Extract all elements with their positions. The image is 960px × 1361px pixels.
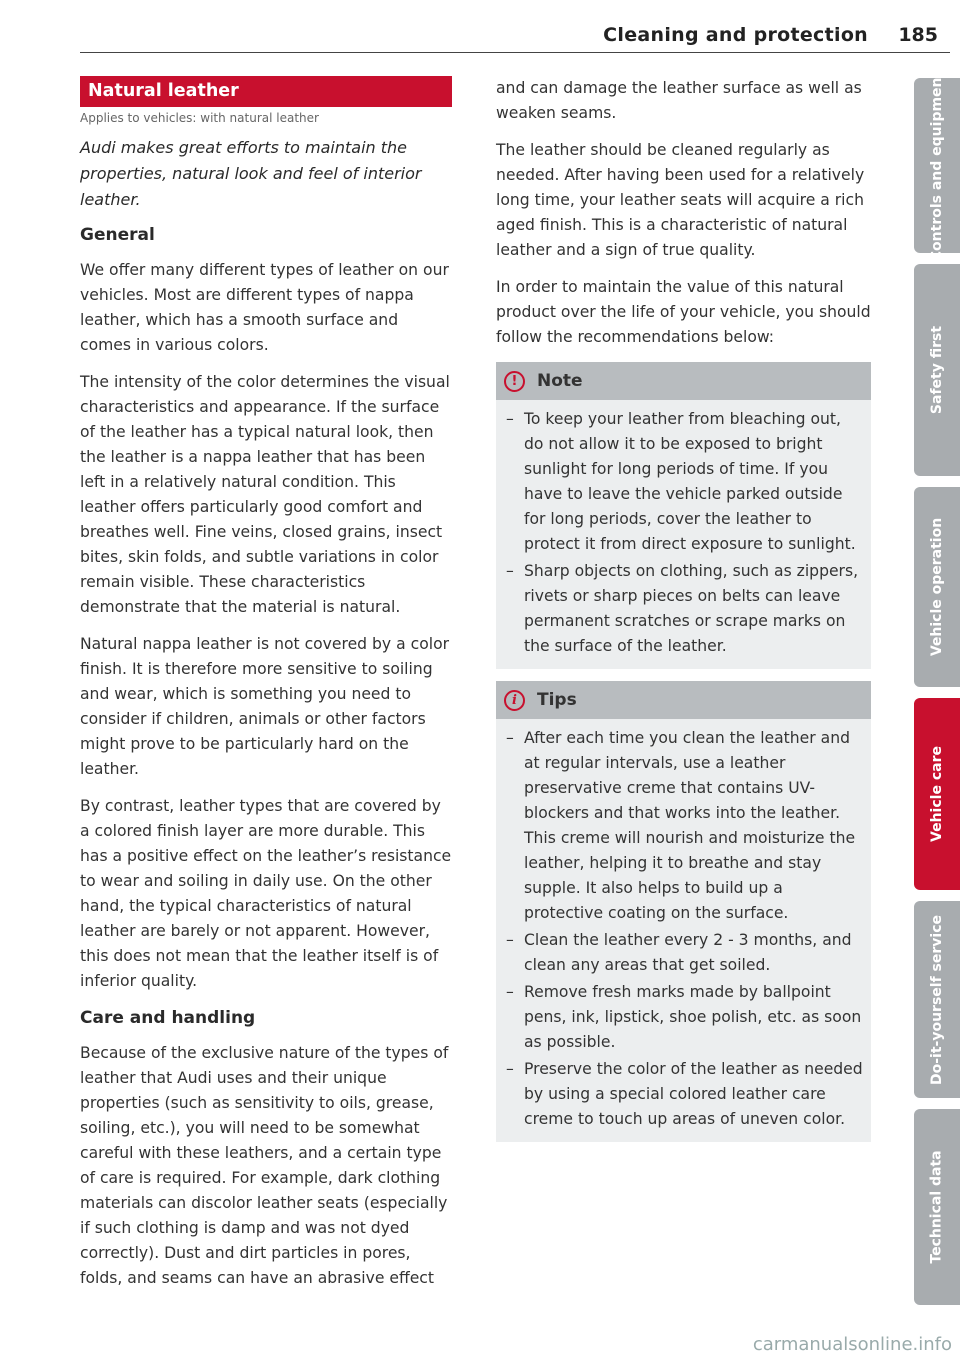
tab-label: Controls and equipment [929, 70, 945, 261]
tab-label: Vehicle care [929, 746, 946, 842]
right-column [496, 76, 871, 1154]
header-rule [80, 52, 950, 53]
care-paragraph-1: Because of the exclusive nature of the types of leather that Audi uses and their unique properties (such as sensitivity to oils, grease, soiling, etc.), you will need to be somewhat careful with these leathers, and a certain type of care is required. For example, dark clothing materials can discolor leather seats (especially if such clothing is damp and was not dyed correctly). Dust and dirt particles in pores, folds, and seams can have an abrasive effect [80, 1044, 449, 1287]
tab-technical-data[interactable] [914, 1109, 960, 1305]
tab-label: Safety first [929, 325, 945, 415]
tab-safety-first[interactable] [914, 264, 960, 476]
tab-label: Vehicle operation [929, 517, 946, 657]
tab-label: Technical data [929, 1150, 945, 1264]
note-list [496, 400, 871, 667]
general-paragraph-2: The intensity of the color determines the visual characteristics and appearance. If the surface of the leather has a typical natural look, then the leather is a nappa leather that has been left in a relatively natural condition. This leather offers particularly good comfort and breathes well. Fine veins, closed grains, insect bites, skin folds, and subtle variations in color remain visible. These characteristics demonstrate that the material is natural. [80, 373, 450, 616]
left-column [80, 76, 452, 1303]
tips-item: – After each time you clean the leather and at regular intervals, use a leather preservative creme that contains UV-blockers and that works into the leather. This creme will nourish and moisturize the leather, helping it to breathe and stay supple. It also helps to build up a protective coating on the surface. [506, 726, 863, 926]
tips-header [496, 681, 871, 719]
lead-paragraph: Audi makes great efforts to maintain the properties, natural look and feel of interior leather. [80, 138, 422, 209]
page-number: 185 [898, 24, 938, 46]
tips-item: – Preserve the color of the leather as needed by using a special colored leather care creme to touch up areas of uneven color. [506, 1057, 863, 1132]
care-heading: Care and handling [80, 1008, 256, 1028]
general-paragraph-4: By contrast, leather types that are covered by a colored finish layer are more durable. This has a positive effect on the leather’s resistance to wear and soiling in daily use. On the other hand, the typical characteristics of natural leather are barely or not apparent. However, this does not mean that the leather itself is of inferior quality. [80, 797, 452, 990]
tab-do-it-yourself-service[interactable] [914, 901, 960, 1098]
tips-item: – Remove fresh marks made by ballpoint pens, ink, lipstick, shoe polish, etc. as soon as possible. [506, 980, 863, 1055]
info-icon: i [504, 690, 525, 711]
continued-paragraph: and can damage the leather surface as well as weaken seams. [496, 79, 862, 122]
watermark: carmanualsonline.info [752, 1334, 952, 1355]
tab-vehicle-care[interactable] [914, 698, 960, 890]
note-item: – To keep your leather from bleaching out, do not allow it to be exposed to bright sunlight for long periods of time. If you have to leave the vehicle parked outside for long periods, cover the leather to protect it from direct exposure to sunlight. [506, 407, 863, 557]
warning-exclamation-icon: ! [504, 371, 525, 392]
cleaning-paragraph: The leather should be cleaned regularly as needed. After having been used for a relatively long time, your leather seats will acquire a rich aged finish. This is a characteristic of natural leather and a sign of true quality. [496, 141, 865, 259]
note-box [496, 362, 871, 669]
tips-item: – Clean the leather every 2 - 3 months, and clean any areas that get soiled. [506, 928, 863, 978]
general-heading: General [80, 225, 155, 245]
tips-box [496, 681, 871, 1142]
running-header-title: Cleaning and protection [603, 24, 868, 46]
tab-label: Do-it-yourself service [929, 914, 946, 1085]
tab-controls-and-equipment[interactable] [914, 70, 960, 261]
section-title-banner: Natural leather [80, 76, 452, 107]
applies-to-note: Applies to vehicles: with natural leather [80, 111, 319, 125]
note-header [496, 362, 871, 400]
tab-vehicle-operation[interactable] [914, 487, 960, 687]
general-paragraph-3: Natural nappa leather is not covered by a color finish. It is therefore more sensitive to soiling and wear, which is something you need to consider if children, animals or other factors might prove to be particularly hard on the leather. [80, 635, 450, 778]
recommendation-paragraph: In order to maintain the value of this natural product over the life of your vehicle, you should follow the recommendations below: [496, 278, 871, 346]
tips-list [496, 719, 871, 1140]
tips-title: Tips [537, 689, 577, 710]
note-item: – Sharp objects on clothing, such as zippers, rivets or sharp pieces on belts can leave permanent scratches or scrape marks on the surface of the leather. [506, 559, 863, 659]
note-title: Note [537, 370, 583, 391]
general-paragraph-1: We offer many different types of leather on our vehicles. Most are different types of nappa leather, which has a smooth surface and comes in various colors. [80, 261, 449, 354]
